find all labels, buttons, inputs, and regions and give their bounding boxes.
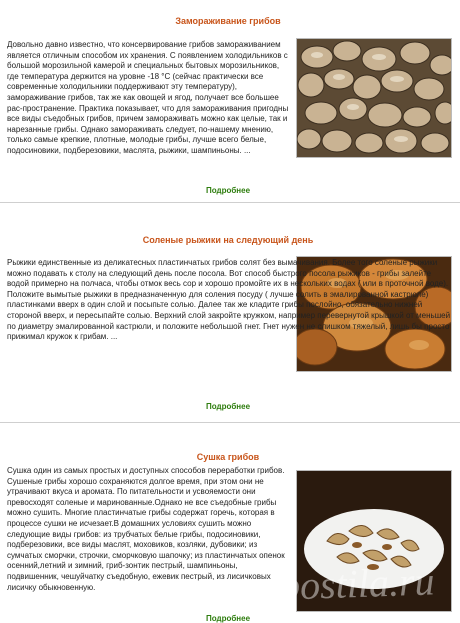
article-text: Сушка один из самых простых и доступных способов переработки грибов. Сушеные грибы хорошо сохраняются долгое время, при этом они не утрачивают вкуса и аромата. По питательности и усвояемости они превосходят соленые и маринованные.Однако не все съедобные грибы можно сушить. Многие пластинчатые грибы содержат горечь, которая в процессе сушки не исчезает.В домашних условиях сушить можно следующие виды грибов: из трубчатых белые грибы, подосиновики, подберезовики, все виды маслят, моховиков, козляки, дубовики; из сумчатых сморчки, строчки, сморчковую шапочку; из пластинчатых опенок осенний,летний и зимний, гриб-зонтик пестрый, шампиньоны, подвишенник, чешуйчатку съедобную, ежевик пестрый, из лисичковых лисичку обыкновенную. [7,466,285,592]
watermark: postila.ru [279,558,436,609]
more-link[interactable]: Подробнее [205,402,251,411]
article-title[interactable]: Замораживание грибов [175,16,281,26]
divider [0,422,460,423]
divider [0,202,460,203]
article-title[interactable]: Сушка грибов [196,452,260,462]
article-text: Довольно давно известно, что консервирование грибов замораживанием является отличным способом их хранения. С появлением холодильников с большой морозильной камерой и специальных бытовых морозильников, где температура держится на уровне -18 °С (сейчас практически все современные холодильники поддерживают эту температуру), замораживание грибов, так же как овощей и ягод, получает все большее рас-пространение. Практика показывает, что для замораживания пригодны все виды съедобных грибов, причем замораживать можно как целые, так и нарезанные грибы. Однако замораживать следует, по-нашему мнению, только самые крепкие, плотные, молодые грибы, лучше всего белые, подосиновики, подберезовики, маслята, рыжики, шампиньоны. ... [7,40,289,155]
more-link[interactable]: Подробнее [205,614,251,623]
frozen-mushrooms-image[interactable] [296,38,452,158]
more-link[interactable]: Подробнее [205,186,251,195]
article-title[interactable]: Соленые рыжики на следующий день [142,235,314,245]
article-text: Рыжики единственные из деликатесных пластинчатых грибов солят без вымачивания. Более того соленые рыжики можно подавать к столу на следующий день после посола. Вот способ быстрого посола рыжиков - грибы залейте водой примерно на полчаса, чтобы отмок весь сор и хорошо промойте их в нескольких водах ( или в проточной воде). Положите вымытые рыжики в предназначенную для соления посуду ( лучше солить в эмалированной кастрюле) пластинками вверх в один слой и посыпьте солью. Далее так же кладите грибы послойно, обязательно нижней стороной вверх, и пересыпайте солью. Верхний слой закройте кружком, например перевернутой крышкой от меньшей по диаметру эмалированной кастрюли, и положите небольшой гнет. Гнет нужен не слишком тяжелый, лишь бы просто прижимал кружок к грибам. ... [7,258,451,342]
